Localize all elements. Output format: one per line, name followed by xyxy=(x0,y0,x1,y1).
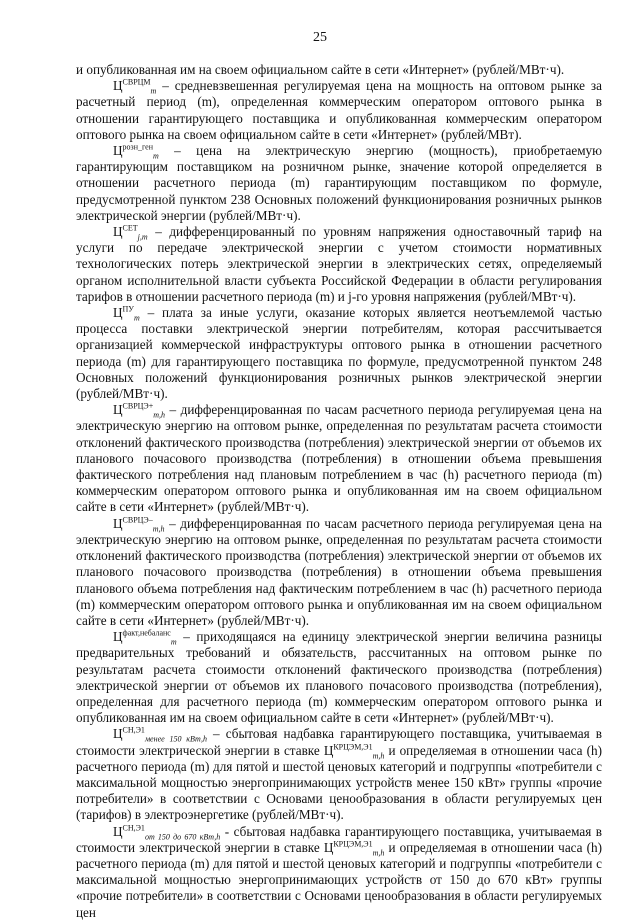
definition-rozn-gen: $Ц^{розн\_ген}_m$ – цена на электрическую энергию (мощность), приобретаемую гарантирующим поставщиком на розничном рынке, значение которой определяется в отношении расчетного периода (m) гарантирующим поставщиком по формуле, предусмотренной пунктом 238 Основных положений функционирования розничных рынков электрической энергии (рублей/МВт·ч). xyxy=(76,142,602,223)
definition-pu: $Ц^{ПУ}_m$ – плата за иные услуги, оказание которых является неотъемлемой частью процесса поставки электрической энергии потребителям, которая рассчитывается организацией коммерческой инфраструктуры оптового рынка в отношении расчетного периода (m) для гарантирующего поставщика по формуле, предусмотренной пунктом 248 Основных положений функционирования розничных рынков электрической энергии (рублей/МВт·ч). xyxy=(76,304,602,402)
page-number: 25 xyxy=(313,30,327,45)
document-body xyxy=(76,62,602,921)
formula-symbol-inline: $Ц^{КРЦЭМ,Э1}_{m,h}$ xyxy=(323,742,385,761)
formula-symbol: $Ц^{СН,Э1}_{менее 150 кВт,h}$ xyxy=(113,725,207,744)
definition-fakt-nebalans: $Ц^{факт,небаланс}_m$ – приходящаяся на единицу электрической энергии величина разницы предварительных требований и обязательств, рассчитанных на оптовом рынке по результатам расчета стоимости отклонений фактического производства (потребления) электрической энергии от объемов их планового почасового производства (потребления), определенная для расчетного периода (m) коммерческим оператором оптового рынка и опубликованная им на своем официальном сайте в сети «Интернет» (рублей/МВт·ч). xyxy=(76,628,602,726)
formula-symbol-inline: $Ц^{КРЦЭМ,Э1}_{m,h}$ xyxy=(323,839,385,858)
formula-symbol: $Ц^{СЕТ}_{j,m}$ xyxy=(113,223,148,242)
paragraph-continuation: и опубликованная им на своем официальном сайте в сети «Интернет» (рублей/МВт·ч). xyxy=(76,62,565,77)
formula-symbol: $Ц^{факт,небаланс}_m$ xyxy=(113,628,177,647)
formula-symbol: $Ц^{СН,Э1}_{от 150 до 670 кВт,h}$ xyxy=(113,823,221,842)
formula-symbol: $Ц^{СВРЦЭ-}_{m,h}$ xyxy=(113,515,165,534)
definition-sn-less-150: $Ц^{СН,Э1}_{менее 150 кВт,h}$ – сбытовая надбавка гарантирующего поставщика, учитываемая в стоимости электрической энергии в ставке $Ц^{КРЦЭМ,Э1}_{m,h}$ и определяемая в отношении часа (h) расчетного периода (m) для пятой и шестой ценовых категорий и подгруппы «потребители с максимальной мощностью энергопринимающих устройств менее 150 кВт» группы «прочие потребители» в соответствии с Основами ценообразования в области регулируемых цен (тарифов) в электроэнергетике (рублей/МВт·ч). xyxy=(76,725,602,823)
definition-set: $Ц^{СЕТ}_{j,m}$ – дифференцированный по уровням напряжения одноставочный тариф на услуги по передаче электрической энергии с учетом стоимости нормативных технологических потерь электрической энергии в электрических сетях, определяемый органом исполнительной власти субъекта Российской Федерации в области регулирования тарифов в отношении расчетного периода (m) и j-го уровня напряжения (рублей/МВт·ч). xyxy=(76,223,602,304)
formula-symbol: $Ц^{СВРЦЭ+}_{m,h}$ xyxy=(113,401,166,420)
formula-symbol: $Ц^{ПУ}_m$ xyxy=(113,304,140,323)
definition-cvrcm: $Ц^{СВРЦМ}_m$ – средневзвешенная регулируемая цена на мощность на оптовом рынке за расчетный период (m), определенная коммерческим оператором оптового рынка в отношении гарантирующего поставщика и опубликованная коммерческим оператором оптового рынка на своем официальном сайте в сети «Интернет» (рублей/МВт). xyxy=(76,77,602,142)
formula-symbol: $Ц^{СВРЦМ}_m$ xyxy=(113,77,157,96)
definition-sn-150-670: $Ц^{СН,Э1}_{от 150 до 670 кВт,h}$ - сбытовая надбавка гарантирующего поставщика, учитываемая в стоимости электрической энергии в ставке $Ц^{КРЦЭМ,Э1}_{m,h}$ и определяемая в отношении часа (h) расчетного периода (m) для пятой и шестой ценовых категорий и подгруппы «потребители с максимальной мощностью энергопринимающих устройств от 150 до 670 кВт» группы «прочие потребители» в соответствии с Основами ценообразования в области регулируемых цен xyxy=(76,823,602,920)
definition-cvrce-minus: $Ц^{СВРЦЭ-}_{m,h}$ – дифференцированная по часам расчетного периода регулируемая цена на электрическую энергию на оптовом рынке, определенная по результатам расчета стоимости отклонений фактического производства (потребления) электрической энергии от объемов их планового почасового производства (потребления) в отношении объема превышения планового объема потребления над фактическим потреблением в час (h) расчетного периода (m) коммерческим оператором оптового рынка и опубликованная им на своем официальном сайте в сети «Интернет» (рублей/МВт·ч). xyxy=(76,515,602,628)
definition-cvrce-plus: $Ц^{СВРЦЭ+}_{m,h}$ – дифференцированная по часам расчетного периода регулируемая цена на электрическую энергию на оптовом рынке, определенная по результатам расчета стоимости отклонений фактического производства (потребления) электрической энергии от объемов их планового почасового производства (потребления) в отношении объема превышения фактического потребления над плановым потреблением в час (h) расчетного периода (m) коммерческим оператором оптового рынка и опубликованная им на своем официальном сайте в сети «Интернет» (рублей/МВт·ч). xyxy=(76,401,602,515)
formula-symbol: $Ц^{розн\_ген}_m$ xyxy=(113,142,159,161)
